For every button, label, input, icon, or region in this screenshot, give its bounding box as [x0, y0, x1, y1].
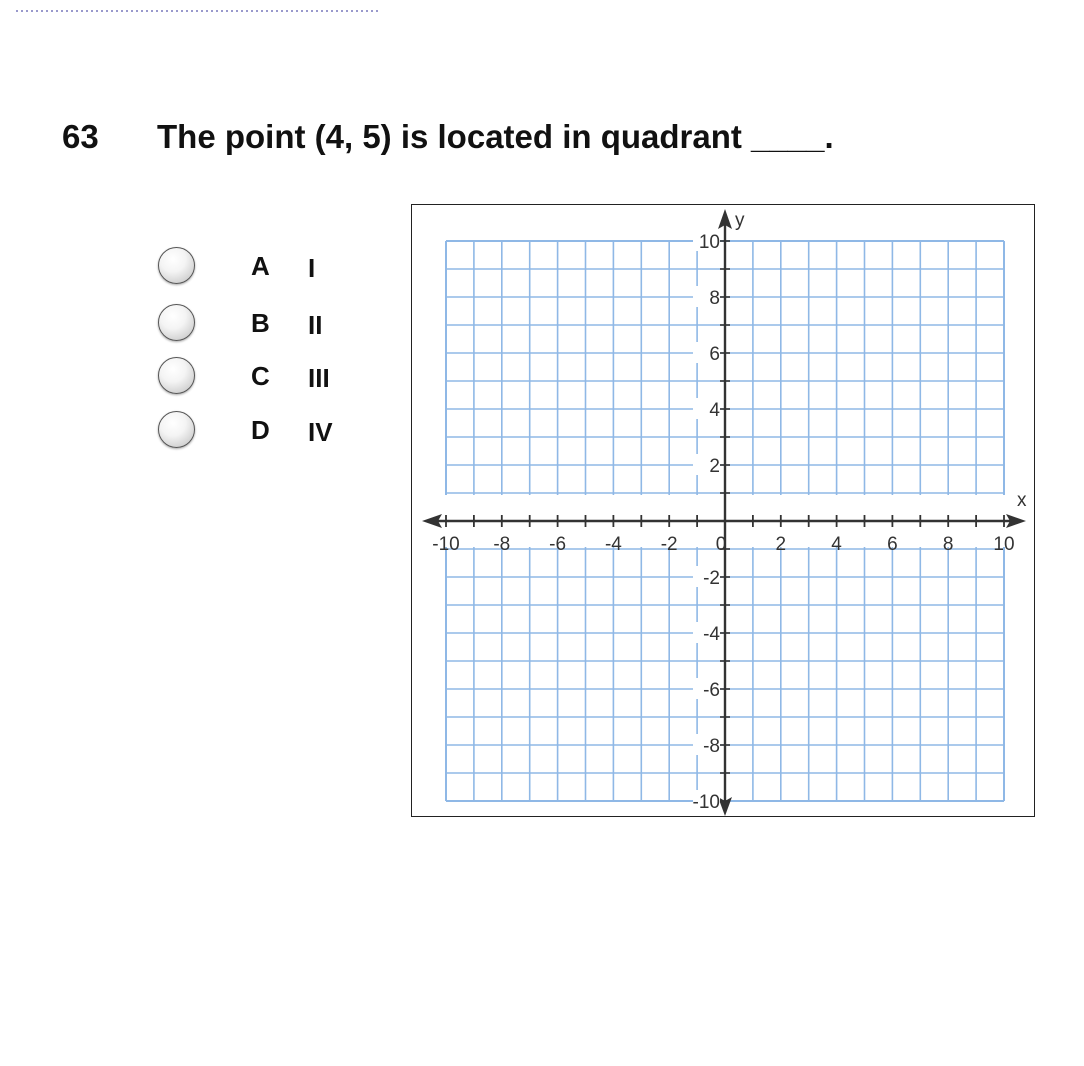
choice-letter-a: A [251, 251, 270, 281]
choice-label-c: III [308, 363, 330, 393]
y-axis-label: y [735, 210, 745, 231]
x-tick-label: 10 [993, 534, 1015, 555]
coordinate-plane-figure [411, 204, 1035, 817]
y-tick-label: 4 [709, 400, 720, 421]
top-dotted-border [16, 8, 380, 14]
x-tick-label: 6 [887, 534, 898, 555]
axes [420, 209, 1026, 816]
y-tick-label: 10 [698, 232, 720, 253]
y-tick-label: -2 [703, 568, 720, 589]
choice-a[interactable] [158, 247, 378, 287]
x-tick-label: -6 [549, 534, 567, 555]
choice-letter-d: D [251, 415, 270, 445]
x-tick-label: -8 [493, 534, 511, 555]
coordinate-plane [412, 205, 1034, 816]
choice-letter-b: B [251, 308, 270, 338]
choice-d[interactable] [158, 411, 378, 451]
choice-c[interactable] [158, 357, 378, 397]
choice-letter-c: C [251, 361, 270, 391]
radio-button-b[interactable] [158, 304, 195, 341]
x-tick-label: -2 [660, 534, 678, 555]
y-tick-label: 2 [709, 456, 720, 477]
question-number: 63 [62, 118, 99, 155]
x-tick-label: 4 [831, 534, 842, 555]
choice-label-d: IV [308, 417, 333, 447]
y-tick-label: 6 [709, 344, 720, 365]
question-text: The point (4, 5) is located in quadrant ____. [157, 118, 834, 155]
x-tick-label: -4 [604, 534, 622, 555]
y-tick-label: -8 [703, 736, 720, 757]
x-axis-label: x [1017, 490, 1027, 511]
y-tick-label: -6 [703, 680, 720, 701]
y-tick-label: -10 [692, 792, 720, 813]
choice-label-a: I [308, 253, 316, 283]
y-tick-label: -4 [703, 624, 720, 645]
choice-b[interactable] [158, 304, 378, 344]
x-tick-label: 2 [775, 534, 787, 555]
x-tick-label: 0 [715, 534, 727, 555]
choice-label-b: II [308, 310, 323, 340]
x-tick-label: -10 [432, 534, 460, 555]
x-tick-label: 8 [942, 534, 954, 555]
y-tick-label: 8 [709, 288, 720, 309]
radio-button-c[interactable] [158, 357, 195, 394]
radio-button-a[interactable] [158, 247, 195, 284]
radio-button-d[interactable] [158, 411, 195, 448]
